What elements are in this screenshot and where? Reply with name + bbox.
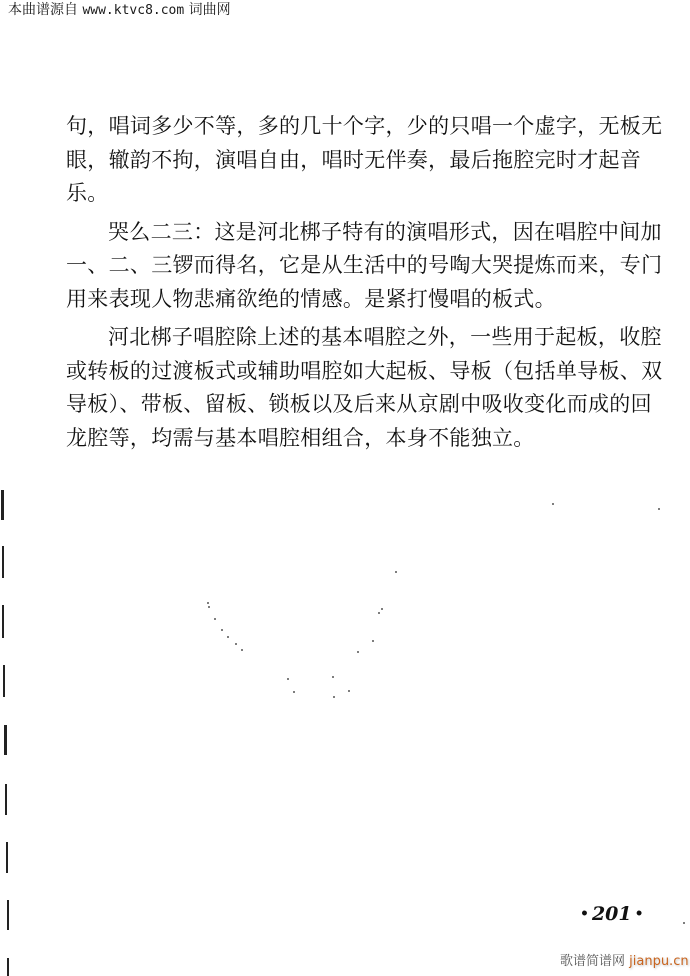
text-line: 句，唱词多少不等，多的几十个字，少的只唱一个虚字，无板无	[66, 114, 663, 138]
text-line: 或转板的过渡板式或辅助唱腔如大起板、导板（包括单导板、双	[66, 358, 663, 383]
scan-speck	[348, 690, 350, 692]
paragraph-auxiliary-melodies	[66, 321, 663, 455]
watermark-url: www.ktvc8.com	[82, 3, 185, 18]
scan-binding-mark	[5, 784, 7, 815]
scan-binding-mark	[2, 546, 4, 578]
scan-speck	[208, 606, 210, 608]
scan-speck	[683, 922, 685, 924]
scan-speck	[207, 602, 209, 604]
text-line: 用来表现人物悲痛欲绝的情感。是紧打慢唱的板式。	[66, 286, 556, 311]
scan-speck	[357, 651, 359, 653]
text-line: 一、二、三锣而得名，它是从生活中的号啕大哭提炼而来，专门	[66, 253, 663, 277]
page-number	[577, 903, 647, 925]
scan-binding-mark	[1, 490, 4, 520]
text-line: 龙腔等，均需与基本唱腔相组合，本身不能独立。	[66, 425, 535, 450]
scan-speck	[332, 676, 334, 678]
scan-speck	[227, 636, 229, 638]
watermark-suffix: 词曲网	[184, 2, 231, 18]
text-line: 哭么二三：这是河北梆子特有的演唱形式，因在唱腔中间加	[108, 219, 662, 244]
scan-speck	[658, 508, 660, 510]
page-body-text	[66, 110, 663, 455]
scan-speck	[552, 503, 554, 505]
scan-speck	[235, 643, 237, 645]
scan-speck	[333, 696, 335, 698]
scan-binding-mark	[3, 665, 5, 697]
scan-binding-mark	[6, 842, 8, 873]
scan-speck	[287, 678, 289, 680]
scan-speck	[221, 629, 223, 631]
page-number-right-dot: •	[634, 906, 644, 922]
scan-binding-mark	[4, 725, 7, 755]
scan-speck	[214, 618, 216, 620]
text-line: 眼，辙韵不拘，演唱自由，唱时无伴奏，最后拖腔完时才起音	[66, 147, 642, 172]
page-number-left-dot: •	[580, 906, 589, 922]
paragraph-ku-yao-er-san	[66, 216, 663, 317]
site-watermark	[560, 950, 689, 969]
scan-speck	[395, 571, 397, 573]
watermark-prefix: 本曲谱源自	[8, 2, 83, 18]
watermark-site-name: 歌谱简谱网	[560, 954, 630, 969]
scan-speck	[293, 691, 295, 693]
scan-speck	[372, 640, 374, 642]
text-line: 河北梆子唱腔除上述的基本唱腔之外，一些用于起板，收腔	[108, 325, 662, 349]
page-number-value: 201	[591, 903, 632, 925]
scan-speck	[241, 649, 243, 651]
scan-binding-mark	[2, 605, 4, 638]
source-watermark	[8, 2, 231, 19]
watermark-domain: jianpu.cn	[629, 954, 689, 969]
scan-speck	[381, 608, 383, 610]
paragraph-continuation	[66, 110, 663, 211]
text-line: 乐。	[66, 181, 109, 205]
scan-speck	[378, 612, 380, 614]
scan-binding-mark	[7, 958, 9, 976]
text-line: 导板）、带板、留板、锁板以及后来从京剧中吸收变化而成的回	[66, 392, 652, 416]
scan-binding-mark	[7, 900, 9, 930]
